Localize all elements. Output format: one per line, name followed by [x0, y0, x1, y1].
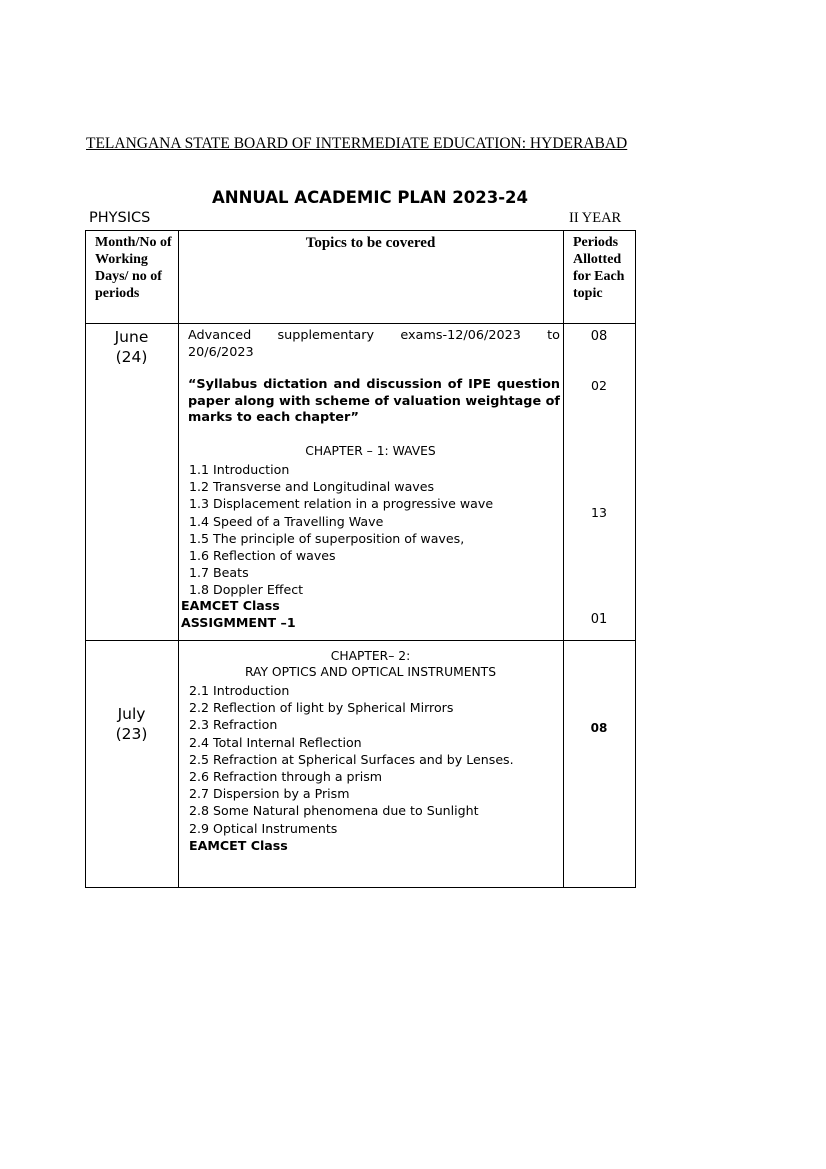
- list-item: 1.4 Speed of a Travelling Wave: [189, 513, 384, 529]
- june-days: (24): [115, 348, 148, 366]
- topics-column-header: Topics to be covered: [305, 235, 436, 251]
- list-item: 2.1 Introduction: [189, 683, 290, 698]
- list-item: 2.5 Refraction at Spherical Surfaces and by Lenses.: [189, 751, 514, 767]
- chapter-1-topic-list: [189, 461, 493, 599]
- july-eamcet-class: EAMCET Class: [189, 837, 288, 853]
- plan-title: ANNUAL ACADEMIC PLAN 2023-24: [212, 188, 528, 207]
- june-supplementary-text: Advanced supplementary exams-12/06/2023 to 20/6/2023: [188, 328, 560, 360]
- july-month-cell: [85, 704, 178, 744]
- list-item: 2.7 Dispersion by a Prism: [189, 786, 350, 802]
- june-month: June: [114, 328, 149, 346]
- list-item: 1.6 Reflection of waves: [189, 548, 336, 564]
- periods-column-header: Periods Allotted for Each topic: [573, 235, 625, 301]
- june-syllabus-periods: 02: [591, 378, 607, 393]
- list-item: 2.8 Some Natural phenomena due to Sunlight: [189, 803, 479, 819]
- june-assignment: ASSIGMMENT –1: [181, 615, 296, 630]
- list-item: 2.9 Optical Instruments: [189, 820, 338, 836]
- list-item: 2.4 Total Internal Reflection: [189, 734, 362, 750]
- june-syllabus-text: “Syllabus dictation and discussion of IPE question paper along with scheme of valuation weightage of marks to each chapter”: [188, 377, 560, 425]
- list-item: 1.3 Displacement relation in a progressive wave: [189, 496, 494, 512]
- year-label: II YEAR: [569, 210, 622, 226]
- chapter-2-label: CHAPTER– 2:: [330, 649, 411, 663]
- list-item: 1.7 Beats: [189, 565, 249, 581]
- chapter-1-title: CHAPTER – 1: WAVES: [305, 444, 436, 458]
- list-item: 1.5 The principle of superposition of waves,: [189, 530, 465, 546]
- list-item: 2.3 Refraction: [189, 717, 278, 733]
- chapter-2-title: RAY OPTICS AND OPTICAL INSTRUMENTS: [244, 665, 497, 679]
- july-month: July: [117, 705, 146, 723]
- list-item: 2.2 Reflection of light by Spherical Mirrors: [189, 700, 454, 716]
- chapter-2-topic-list: [189, 682, 514, 854]
- subject-label: PHYSICS: [89, 210, 151, 226]
- july-days: (23): [115, 725, 148, 743]
- chapter-1-periods: 13: [591, 505, 607, 520]
- list-item: 2.6 Refraction through a prism: [189, 769, 383, 785]
- june-month-cell: [85, 327, 178, 367]
- month-column-header: Month/No of Working Days/ no of periods: [95, 235, 172, 301]
- list-item: 1.1 Introduction: [189, 462, 290, 477]
- june-supplementary-periods: 08: [590, 329, 608, 344]
- june-eamcet-class: EAMCET Class: [181, 598, 280, 613]
- list-item: 1.2 Transverse and Longitudinal waves: [189, 479, 435, 495]
- list-item: 1.8 Doppler Effect: [189, 582, 304, 598]
- chapter-2-periods: 08: [590, 721, 608, 735]
- june-assignment-periods: 01: [590, 612, 608, 627]
- board-title: TELANGANA STATE BOARD OF INTERMEDIATE EDUCATION: HYDERABAD: [86, 135, 628, 152]
